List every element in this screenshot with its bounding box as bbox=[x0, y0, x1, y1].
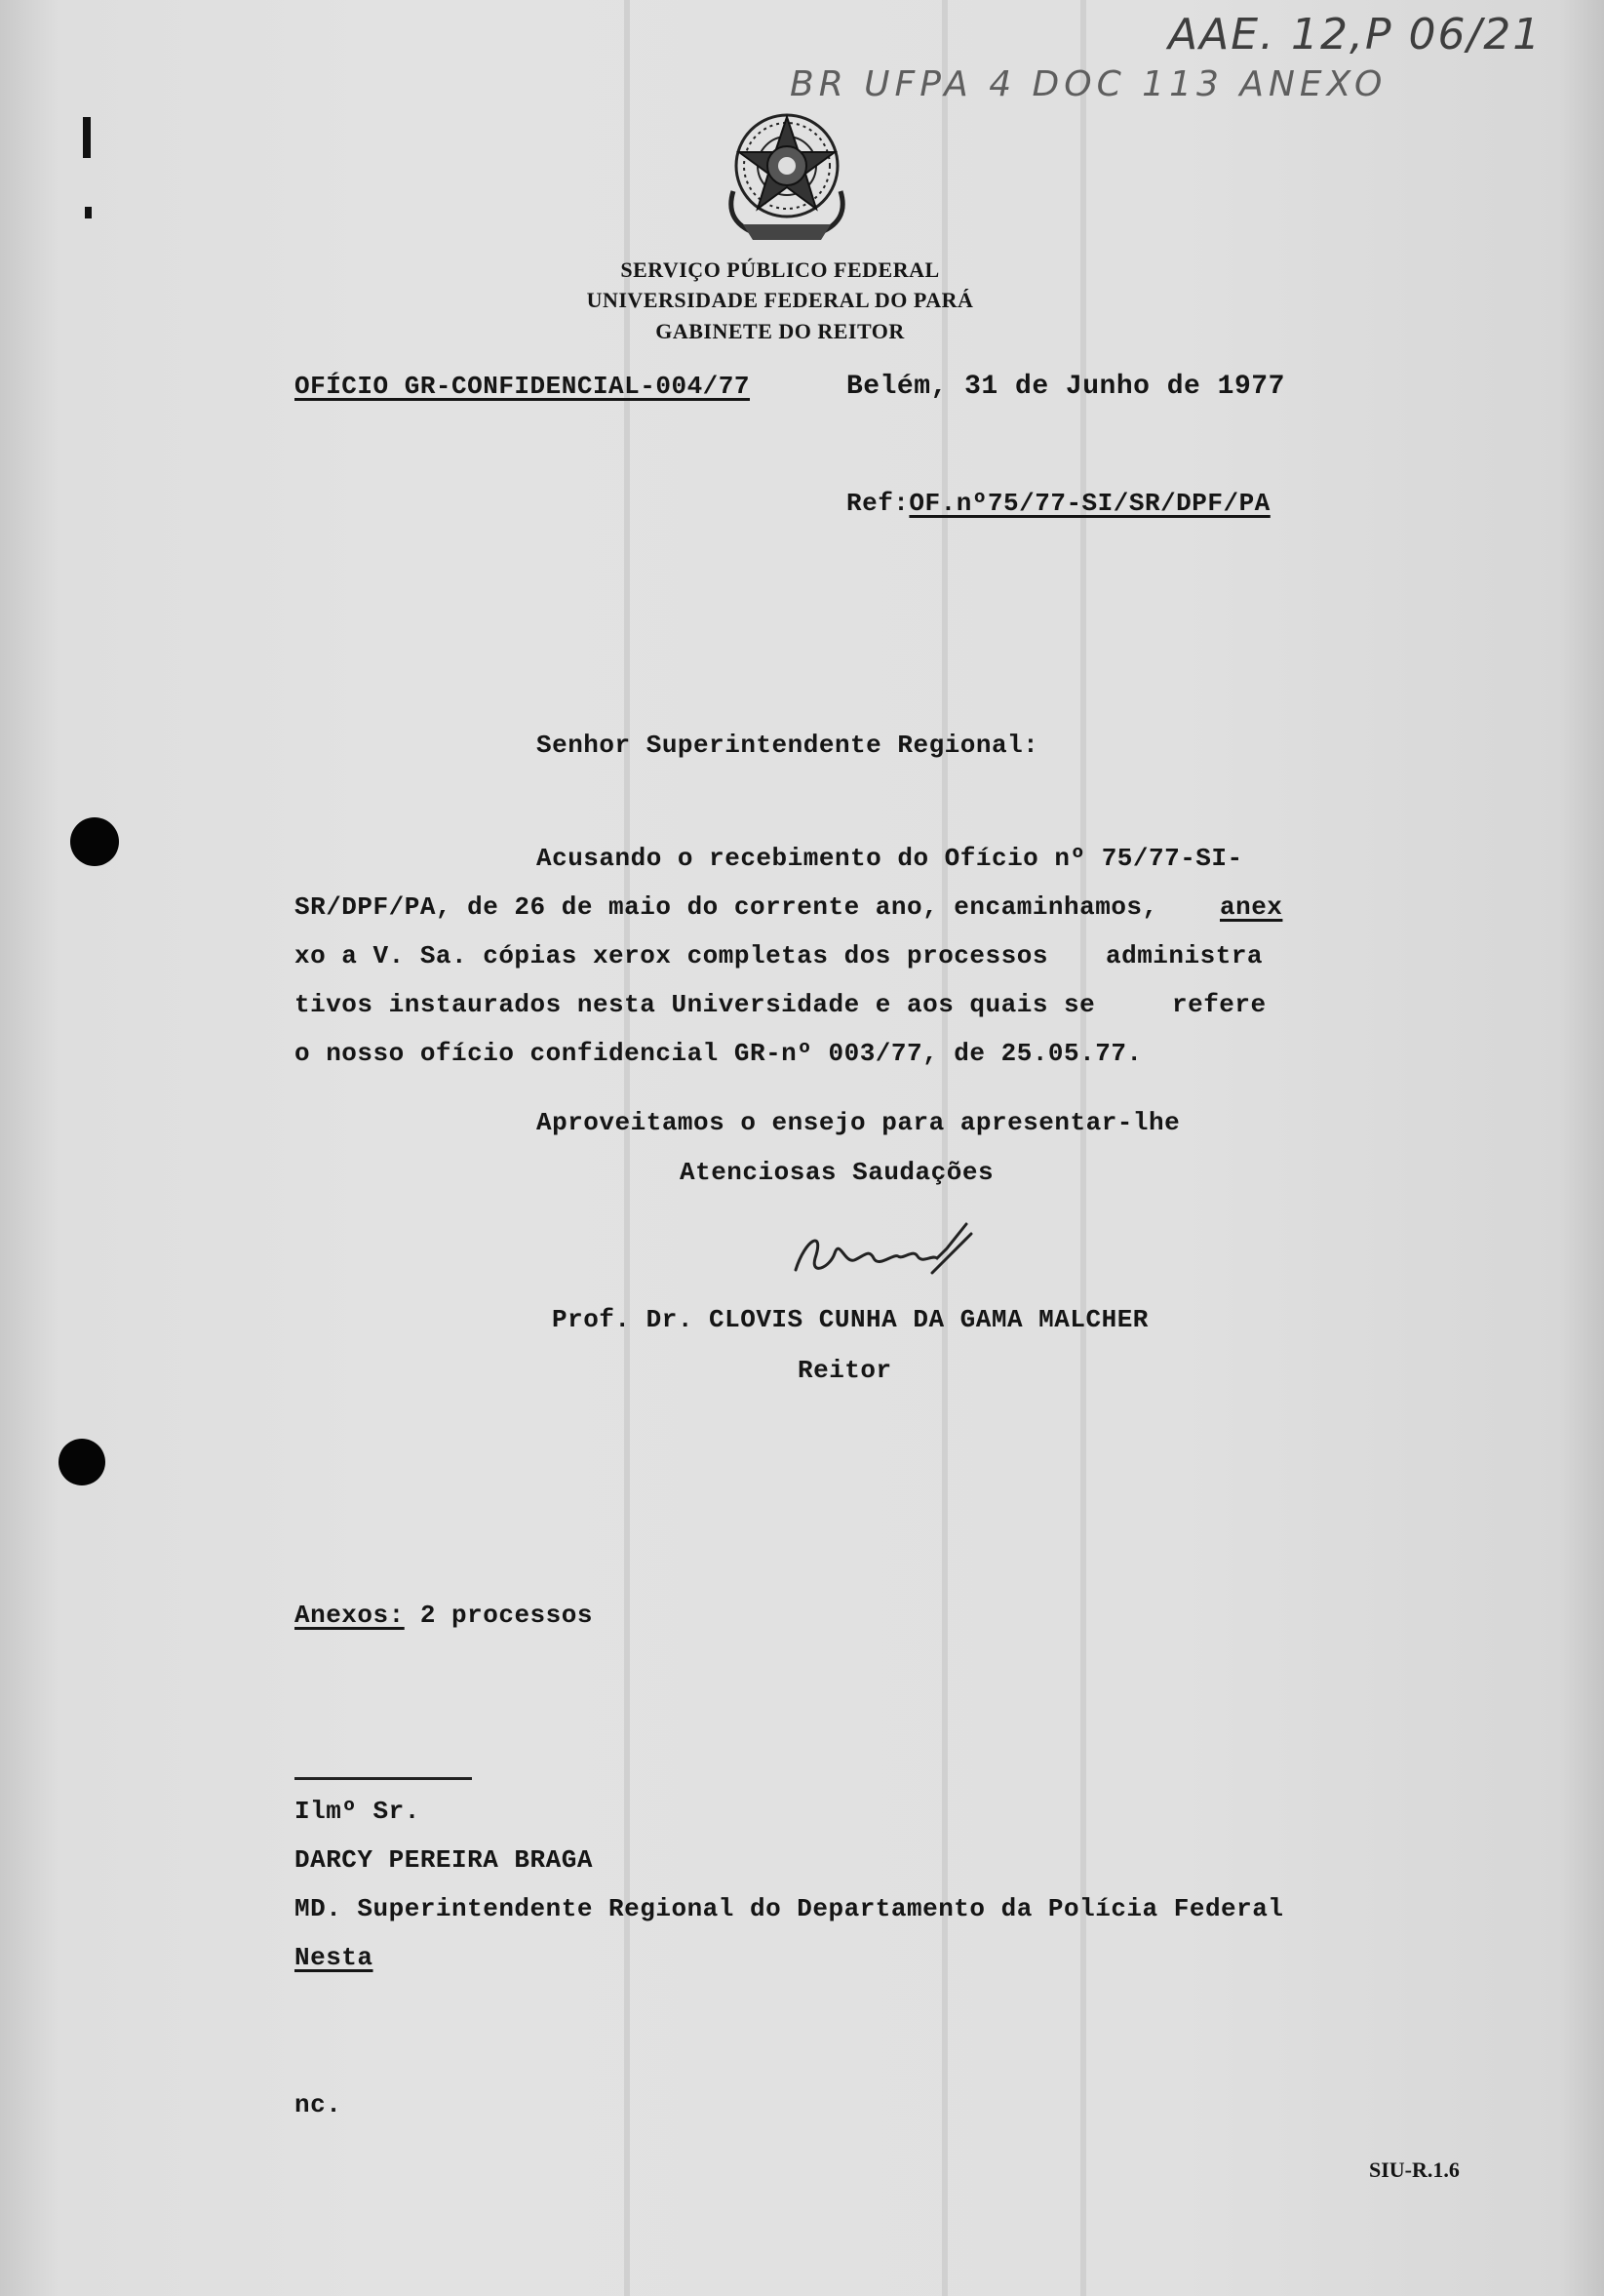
separator-rule bbox=[294, 1777, 472, 1780]
body-line bbox=[294, 892, 1289, 941]
place-date: Belém, 31 de Junho de 1977 bbox=[846, 372, 1285, 402]
closing-greeting: Atenciosas Saudações bbox=[680, 1158, 995, 1187]
addressee-salutation: Ilmº Sr. bbox=[294, 1797, 420, 1826]
coat-of-arms-seal bbox=[714, 105, 860, 246]
paper-fold bbox=[1080, 0, 1086, 2296]
archive-code-handwritten: BR UFPA 4 DOC 113 ANEXO bbox=[790, 64, 1388, 104]
reference-number: OF.nº75/77-SI/SR/DPF/PA bbox=[909, 489, 1271, 518]
punch-hole bbox=[70, 817, 119, 866]
closing-line: Aproveitamos o ensejo para apresentar-lhe bbox=[536, 1108, 1181, 1137]
body-line-text: o nosso ofício confidencial GR-nº 003/77, de 25.05.77. bbox=[294, 1039, 1143, 1068]
body-line-text: tivos instaurados nesta Universidade e aos quais se bbox=[294, 990, 1096, 1019]
paper-fold bbox=[942, 0, 948, 2296]
body-line bbox=[294, 941, 1289, 990]
body-line-text: xo a V. Sa. cópias xerox completas dos processos bbox=[294, 941, 1048, 970]
body-line-text: administra bbox=[1106, 941, 1264, 970]
body-line-text: Acusando o recebimento do Ofício nº 75/77-SI- bbox=[536, 844, 1243, 873]
body-line-text: SR/DPF/PA, de 26 de maio do corrente ano, encaminhamos, bbox=[294, 892, 1158, 922]
body-line bbox=[294, 844, 1289, 892]
attachments-label: Anexos: bbox=[294, 1601, 405, 1630]
attachments-line bbox=[294, 1601, 593, 1630]
typist-initials: nc. bbox=[294, 2090, 342, 2119]
signer-title: Reitor bbox=[798, 1356, 892, 1385]
addressee-name: DARCY PEREIRA BRAGA bbox=[294, 1845, 593, 1875]
header-cabinet: GABINETE DO REITOR bbox=[655, 319, 905, 343]
attachments-value: 2 processos bbox=[419, 1601, 593, 1630]
punch-hole bbox=[59, 1439, 105, 1485]
handwritten-signature bbox=[786, 1219, 981, 1287]
body-line-text: refere bbox=[1172, 990, 1267, 1019]
reference-line bbox=[846, 489, 1271, 518]
scan-mark bbox=[85, 207, 92, 218]
archive-reference-handwritten: AAE. 12,P 06/21 bbox=[1168, 10, 1543, 59]
body-paragraph bbox=[294, 844, 1289, 1088]
header-service: SERVIÇO PÚBLICO FEDERAL bbox=[620, 257, 940, 282]
signer-name: Prof. Dr. CLOVIS CUNHA DA GAMA MALCHER bbox=[552, 1305, 1149, 1334]
body-line bbox=[294, 990, 1289, 1039]
paper-fold bbox=[624, 0, 630, 2296]
addressee-role: MD. Superintendente Regional do Departamento da Polícia Federal bbox=[294, 1894, 1284, 1923]
office-number: OFÍCIO GR-CONFIDENCIAL-004/77 bbox=[294, 372, 750, 401]
reference-prefix: Ref: bbox=[846, 489, 910, 518]
addressee-city: Nesta bbox=[294, 1943, 373, 1972]
form-code: SIU-R.1.6 bbox=[1369, 2157, 1460, 2182]
salutation: Senhor Superintendente Regional: bbox=[536, 731, 1039, 760]
header-university: UNIVERSIDADE FEDERAL DO PARÁ bbox=[586, 288, 974, 312]
body-line bbox=[294, 1039, 1289, 1088]
body-line-text: anex bbox=[1220, 892, 1283, 922]
scan-mark bbox=[83, 117, 91, 158]
